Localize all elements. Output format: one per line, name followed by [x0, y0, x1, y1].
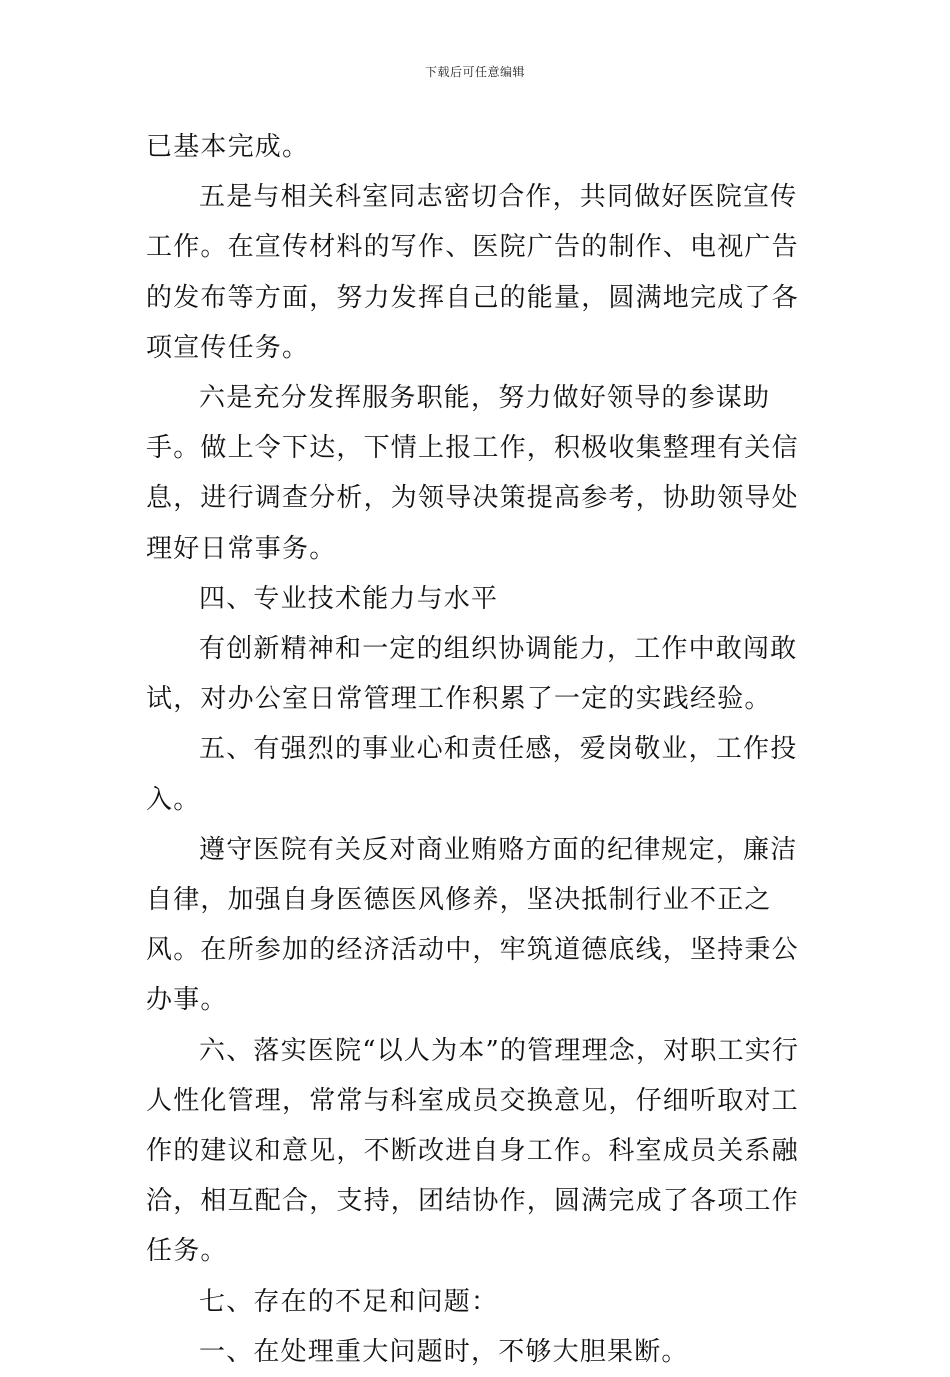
section-heading: 五、有强烈的事业心和责任感，爱岗敬业，工作投入。 [146, 734, 798, 815]
paragraph: 六是充分发挥服务职能，努力做好领导的参谋助手。做上令下达，下情上报工作，积极收集整理有关信息，进行调查分析，为领导决策提高参考，协助领导处理好日常事务。 [146, 383, 799, 564]
paragraph: 遵守医院有关反对商业贿赂方面的纪律规定，廉洁自律，加强自身医德医风修养，坚决抵制行业不正之风。在所参加的经济活动中，牢筑道德底线，坚持秉公办事。 [146, 834, 799, 1016]
paragraph-continuation: 已基本完成。 [146, 132, 310, 162]
page-header: 下载后可任意编辑 [424, 65, 525, 79]
paragraph: 一、在处理重大问题时，不够大胆果断。 [199, 1336, 689, 1367]
paragraph: 五是与相关科室同志密切合作，共同做好医院宣传工作。在宣传材料的写作、医院广告的制作、电视广告的发布等方面，努力发挥自己的能量，圆满地完成了各项宣传任务。 [146, 182, 799, 363]
section-heading: 四、专业技术能力与水平 [199, 583, 499, 614]
paragraph: 有创新精神和一定的组织协调能力，工作中敢闯敢试，对办公室日常管理工作积累了一定的实践经验。 [146, 634, 798, 715]
section-heading: 七、存在的不足和问题： [199, 1286, 499, 1317]
paragraph: 六、落实医院“以人为本”的管理理念，对职工实行人性化管理，常常与科室成员交换意见，仔细听取对工作的建议和意见，不断改进自身工作。科室成员关系融洽，相互配合，支持，团结协作，圆满完成了各项工作任务。 [146, 1035, 800, 1267]
document-body [146, 122, 814, 1377]
